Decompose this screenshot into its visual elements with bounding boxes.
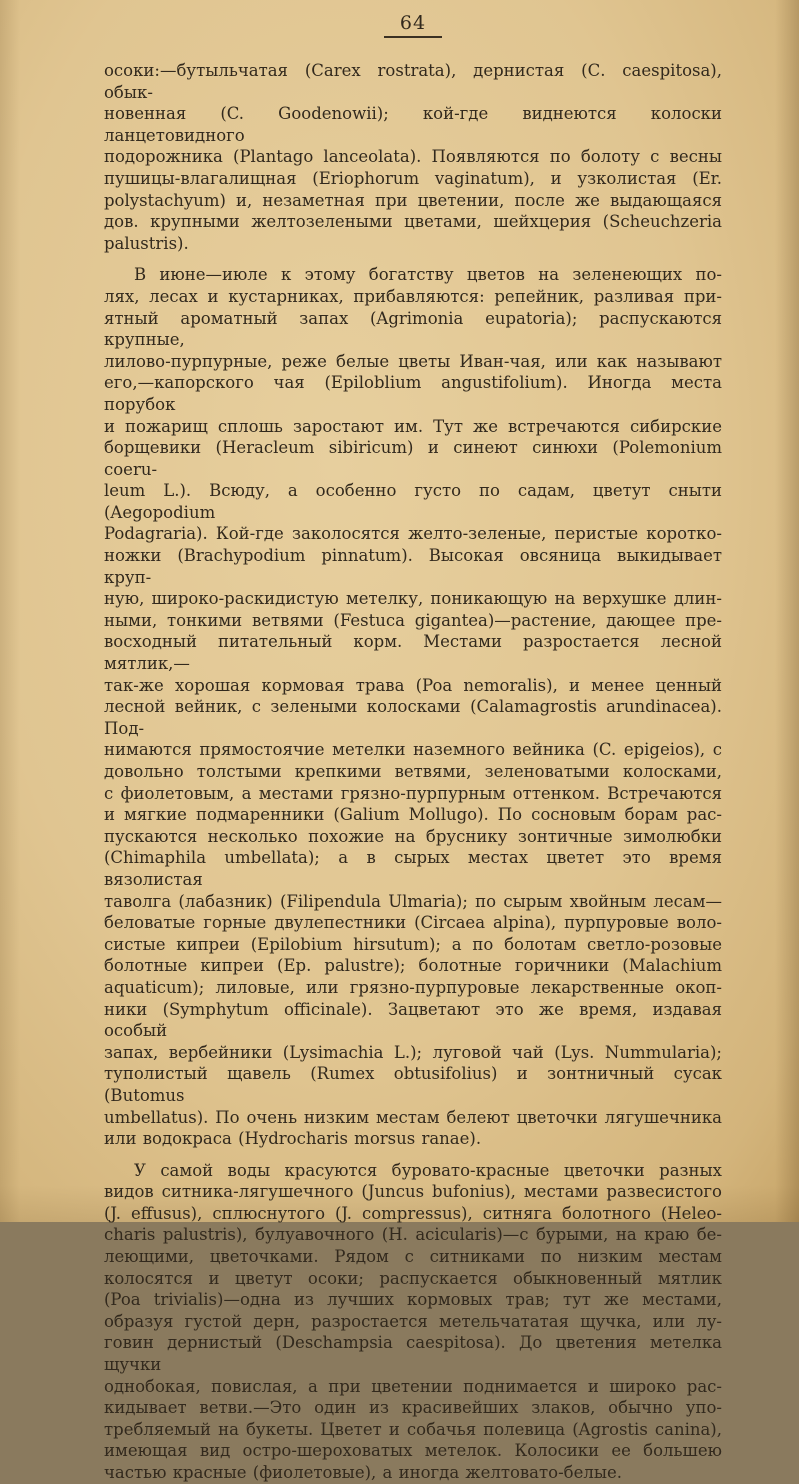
text-line: довольно толстыми крепкими ветвями, зеленоватыми колосками, — [104, 762, 722, 781]
text-line: В июне—июле к этому богатству цветов на зеленеющих по- — [134, 265, 722, 285]
text-line: беловатые горные двулепестники (Circaea alpina), пурпуровые воло- — [104, 913, 722, 933]
text-line: запах, вербейники (Lysimachia L.); луговой чай (Lys. Nummularia); — [104, 1042, 722, 1062]
text-line: (J. effusus), сплюснутого (J. compressus), ситняга болотного (Heleo- — [104, 1203, 722, 1223]
text-line: лилово-пурпурные, реже белые цветы Иван-чая, или как называют — [104, 351, 722, 371]
text-line: leum L.). Всюду, а особенно густо по садам, цветут сныти (Aegopodium — [104, 481, 722, 522]
text-line: дов. крупными желтозелеными цветами, шейхцерия (Scheuchzeria — [104, 212, 722, 232]
text-line: требляемый на букеты. Цветет и собачья полевица (Agrostis canina), — [104, 1419, 722, 1439]
text-line: palustris). — [104, 233, 189, 253]
text-line: и мягкие подмаренники (Galium Mollugo). По сосновым борам рас- — [104, 805, 722, 825]
text-line: борщевики (Heracleum sibiricum) и синеют синюхи (Polemonium coeru- — [104, 438, 722, 479]
text-line: polystachyum) и, незаметная при цветении, после же выдающаяся — [104, 190, 722, 210]
paragraph — [104, 60, 722, 254]
text-line: его,—капорского чая (Epiloblium angustifolium). Иногда места порубок — [104, 373, 722, 414]
text-line: новенная (C. Goodenowii); кой-где виднеются колоски ланцетовидного — [104, 104, 722, 145]
text-line: и пожарищ сплошь заростают им. Тут же встречаются сибирские — [104, 416, 722, 436]
page-header — [104, 12, 722, 38]
text-line: леющими, цветочками. Рядом с ситниками по низким местам — [104, 1247, 722, 1267]
paragraph — [104, 264, 722, 1149]
text-line: частью красные (фиолетовые), а иногда желтовато-белые. — [104, 1463, 622, 1482]
text-line: таволга (лабазник) (Filipendula Ulmaria); по сырым хвойным лесам— — [104, 891, 722, 911]
page-number: 64 — [384, 12, 442, 38]
text-line: колосятся и цветут осоки; распускается обыкновенный мятлик — [104, 1268, 722, 1288]
text-line: восходный питательный корм. Местами разростается лесной мятлик,— — [104, 632, 722, 674]
text-line: umbellatus). По очень низким местам белеют цветочки лягушечника — [104, 1107, 722, 1127]
text-line: туполистый щавель (Rumex obtusifolius) и зонтничный сусак (Butomus — [104, 1064, 722, 1105]
text-line: пушицы-влагалищная (Eriophorum vaginatum), и узколистая (Er. — [104, 168, 722, 188]
text-line: лесной вейник, с зелеными колосками (Calamagrostis arundinacea). Под- — [104, 697, 722, 738]
text-line: charis palustris), булуавочного (H. acicularis)—с бурыми, на краю бе- — [104, 1225, 722, 1245]
text-line: однобокая, повислая, а при цветении поднимается и широко рас- — [104, 1376, 722, 1396]
text-line: нимаются прямостоячие метелки наземного вейника (C. epigeios), с — [104, 740, 722, 760]
text-line: aquaticum); лиловые, или грязно-пурпуровые лекарственные окоп- — [104, 977, 722, 997]
text-block — [104, 60, 722, 1484]
text-line: говин дернистый (Deschampsia caespitosa). До цветения метелка щучки — [104, 1333, 722, 1375]
text-line: ными, тонкими ветвями (Festuca gigantea)—растение, дающее пре- — [104, 610, 722, 630]
text-line: (Chimaphila umbellata); а в сырых местах цветет это время вязолистая — [104, 848, 722, 889]
text-line: с фиолетовым, а местами грязно-пурпурным оттенком. Встречаются — [104, 783, 722, 803]
text-line: ную, широко-раскидистую метелку, поникающую на верхушке длин- — [104, 589, 722, 609]
text-line: Podagraria). Кой-где заколосятся желто-зеленые, перистые коротко- — [104, 524, 722, 544]
text-line: У самой воды красуются буровато-красные цветочки разных — [134, 1160, 722, 1180]
text-line: лях, лесах и кустарниках, прибавляются: репейник, разливая при- — [104, 286, 722, 306]
text-line: образуя густой дерн, разростается метельчататая щучка, или лу- — [104, 1311, 722, 1331]
text-line: пускаются несколько похожие на бруснику зонтичные зимолюбки — [104, 826, 722, 846]
text-line: (Poa trivialis)—одна из лучших кормовых трав; тут же местами, — [104, 1290, 722, 1310]
text-line: ятный ароматный запах (Agrimonia eupatoria); распускаются крупные, — [104, 308, 722, 350]
text-line: ники (Symphytum officinale). Зацветают это же время, издавая особый — [104, 999, 722, 1041]
text-line: видов ситника-лягушечного (Juncus bufonius), местами развесистого — [104, 1182, 722, 1202]
text-line: ножки (Brachypodium pinnatum). Высокая овсяница выкидывает круп- — [104, 546, 722, 587]
paragraph — [104, 1160, 722, 1484]
text-line: имеющая вид остро-шероховатых метелок. Колосики ее большею — [104, 1441, 722, 1461]
text-line: систые кипреи (Epilobium hirsutum); а по болотам светло-розовые — [104, 934, 722, 954]
text-line: кидывает ветви.—Это один из красивейших злаков, обычно упо- — [104, 1398, 722, 1418]
text-line: болотные кипреи (Ep. palustre); болотные горичники (Malachium — [104, 956, 722, 976]
text-line: или водокраса (Hydrocharis morsus ranae). — [104, 1129, 482, 1149]
text-line: подорожника (Plantago lanceolata). Появляются по болоту с весны — [104, 147, 722, 167]
text-line: так-же хорошая кормовая трава (Poa nemoralis), и менее ценный — [104, 675, 722, 695]
text-line: осоки:—бутыльчатая (Carex rostrata), дернистая (С. caespitosa), обык- — [104, 61, 722, 102]
